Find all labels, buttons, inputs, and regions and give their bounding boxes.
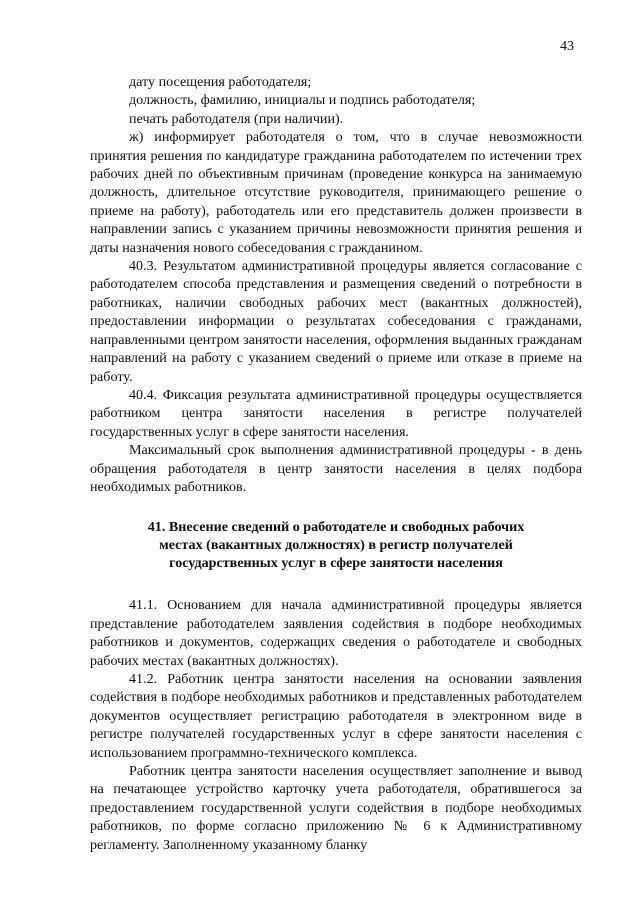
paragraph: Работник центра занятости населения осуществляет заполнение и вывод на печатающее устройство карточку учета работодателя, обратившегося за предоставлением государственной услуги содействия в подборе необходимых работников, по форме согласно приложению № 6 к Административному регламенту. Заполненному указанному бланку xyxy=(90,763,582,853)
list-line: дату посещения работодателя; xyxy=(129,74,312,90)
paragraph: Максимальный срок выполнения административной процедуры - в день обращения работодателя в центр занятости населения в целях подбора необходимых работников. xyxy=(90,442,582,495)
paragraph: 40.4. Фиксация результата административной процедуры осуществляется работником центра занятости населения в регистре получателей государственных услуг в сфере занятости населения. xyxy=(90,386,582,440)
section-heading-line: 41. Внесение сведений о работодателе и свободных рабочих xyxy=(147,519,525,536)
document-body xyxy=(90,73,582,854)
section-heading-line: местах (вакантных должностях) в регистр получателей xyxy=(159,537,513,554)
list-line: печать работодателя (при наличии). xyxy=(129,110,344,127)
paragraph: 41.2. Работник центра занятости населения на основании заявления содействия в подборе необходимых работников и представленных работодателем документов осуществляет регистрацию работодателя в электронном виде в регистре получателей государственных услуг в сфере занятости населения с использованием программно-технического комплекса. xyxy=(90,670,582,761)
page-number: 43 xyxy=(560,39,574,54)
section-heading xyxy=(90,518,582,572)
paragraph: 41.1. Основанием для начала административной процедуры является представление работодателем заявления содействия в подборе необходимых работников и документов, содержащих сведения о работодателе и свободных рабочих местах (вакантных должностях). xyxy=(90,597,582,669)
paragraph: ж) информирует работодателя о том, что в случае невозможности принятия решения по кандидатуре гражданина работодателем по истечении трех рабочих дней по объективным причинам (проведение конкурса на занимаемую должность, длительное отсутствие руководителя, принимающего решение о приеме на работу), работодатель или его представитель должен произвести в направлении запись с указанием причины невозможности принятия решения и даты назначения нового собеседования с гражданином. xyxy=(90,129,582,256)
list-line: должность, фамилию, инициалы и подпись работодателя; xyxy=(129,92,476,109)
section-heading-line: государственных услуг в сфере занятости населения xyxy=(169,555,503,572)
paragraph: 40.3. Результатом административной процедуры является согласование с работодателем способа представления и размещения сведений о потребности в работниках, наличии свободных рабочих мест (вакантных должностей), предоставлении информации о результатах собеседования с гражданами, направленными центром занятости населения, оформления выданных гражданам направлений на работу с указанием сведений о приеме или отказе в приеме на работу. xyxy=(90,258,582,385)
